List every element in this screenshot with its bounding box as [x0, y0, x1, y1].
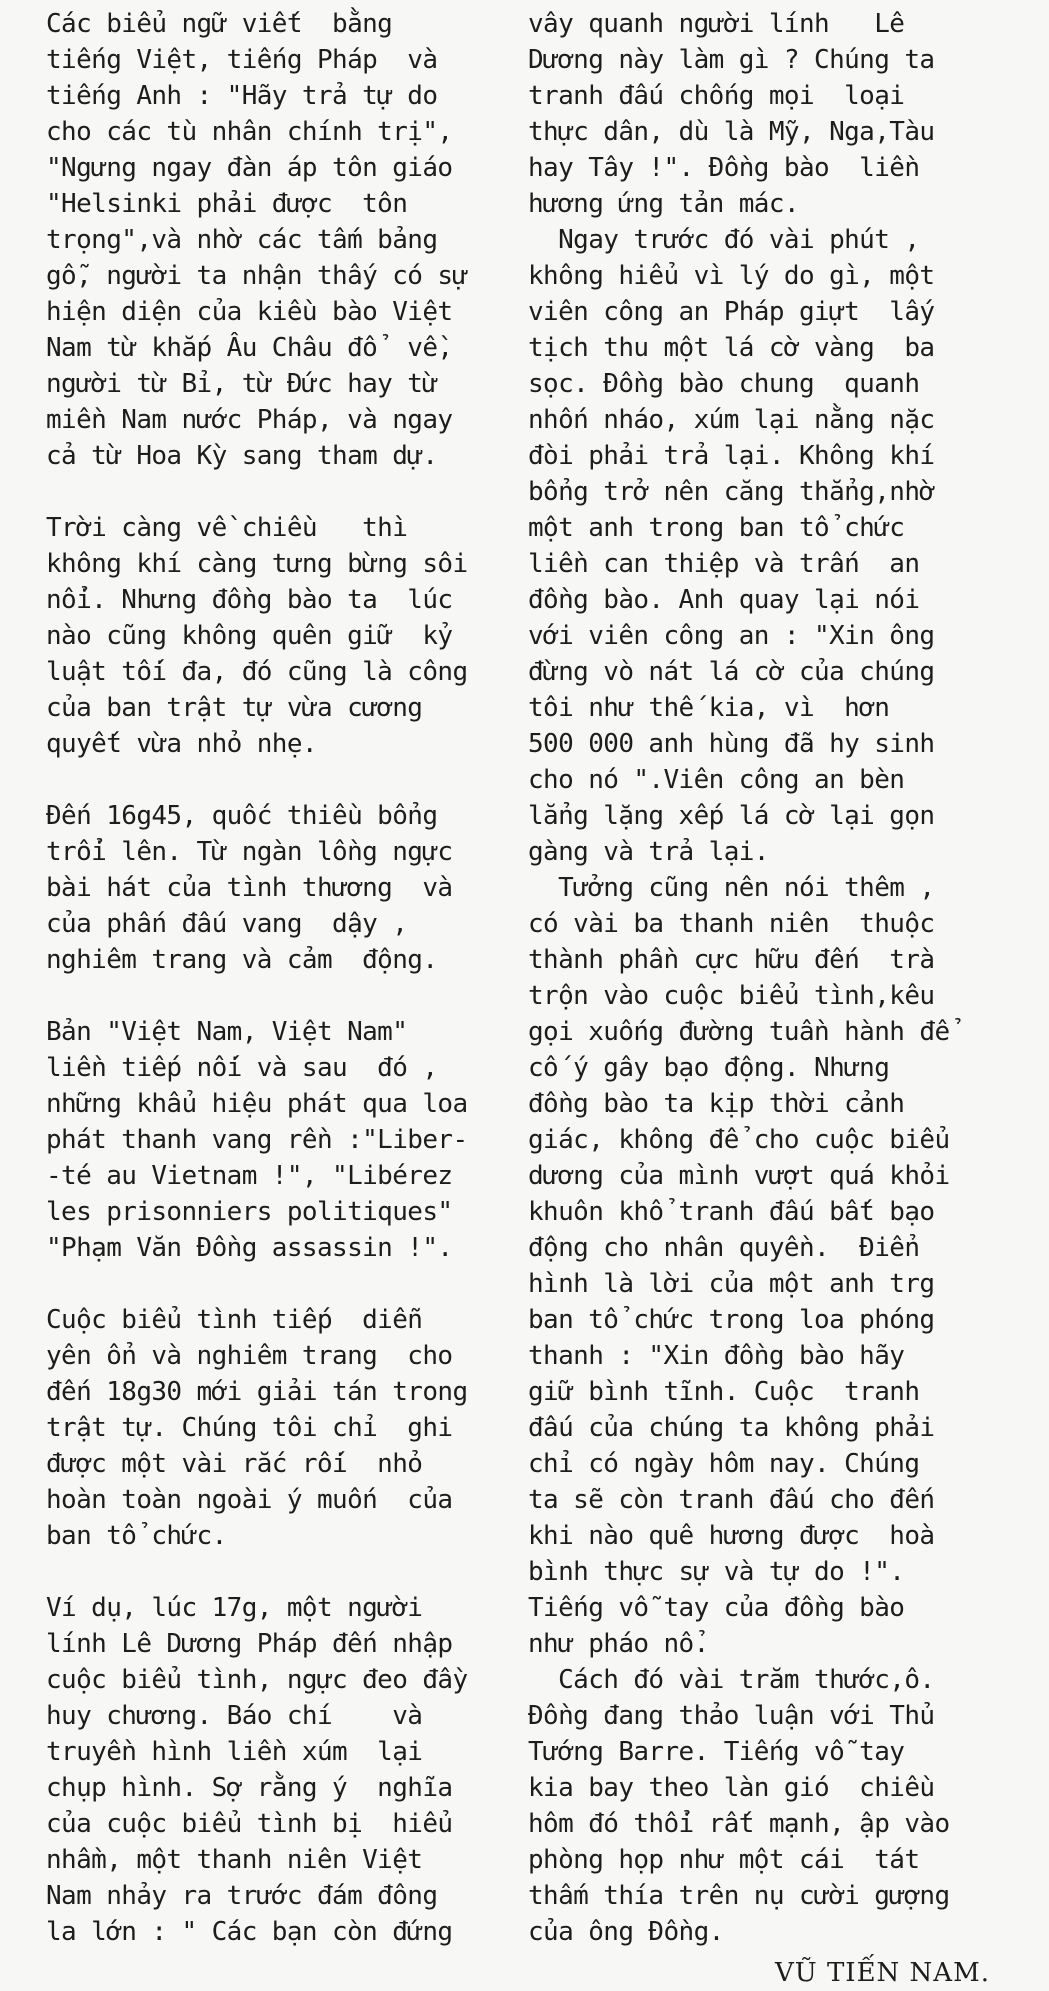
- text-line: như pháo nổ.: [528, 1629, 709, 1659]
- text-line: truyền hình liền xúm lại: [46, 1737, 423, 1767]
- text-line: nào cũng không quên giữ kỷ: [46, 621, 453, 651]
- text-line: của ông Đồng.: [528, 1917, 724, 1947]
- paragraph: [46, 510, 498, 762]
- text-line: nhốn nháo, xúm lại nằng nặc: [528, 405, 935, 435]
- text-line: trổi lên. Từ ngàn lồng ngực: [46, 837, 453, 867]
- text-line: lẳng lặng xếp lá cờ lại gọn: [528, 801, 935, 831]
- text-line: cho các tù nhân chính trị",: [46, 117, 453, 147]
- text-line: Bản "Việt Nam, Việt Nam": [46, 1017, 408, 1047]
- text-line: "Helsinki phải được tôn: [46, 189, 408, 219]
- text-line: thực dân, dù là Mỹ, Nga,Tàu: [528, 117, 935, 147]
- text-line: có vài ba thanh niên thuộc: [528, 909, 935, 939]
- text-line: luật tối đa, đó cũng là công: [46, 657, 468, 687]
- text-line: đòi phải trả lại. Không khí: [528, 441, 935, 471]
- text-line: thanh : "Xin đồng bào hãy: [528, 1341, 905, 1371]
- text-line: cuộc biểu tình, ngực đeo đầy: [46, 1665, 468, 1695]
- text-line: trọng",và nhờ các tấm bảng: [46, 225, 438, 255]
- text-line: cố ý gây bạo động. Nhưng: [528, 1053, 890, 1083]
- text-line: quyết vừa nhỏ nhẹ.: [46, 729, 317, 759]
- text-line: Nam nhảy ra trước đám đông: [46, 1881, 438, 1911]
- text-line: trật tự. Chúng tôi chỉ ghi: [46, 1413, 453, 1443]
- text-line: giác, không để cho cuộc biểu: [528, 1125, 950, 1155]
- text-line: liền can thiệp và trấn an: [528, 549, 920, 579]
- text-line: hôm đó thổi rất mạnh, ập vào: [528, 1809, 950, 1839]
- text-line: cho nó ".Viên công an bèn: [528, 765, 905, 795]
- text-line: Tưởng cũng nên nói thêm ,: [528, 873, 935, 903]
- text-line: tiếng Anh : "Hãy trả tự do: [46, 81, 438, 111]
- text-line: phòng họp như một cái tát: [528, 1845, 920, 1875]
- paragraph-gap: [46, 474, 498, 510]
- text-line: hay Tây !". Đồng bào liền: [528, 153, 920, 183]
- text-line: tiếng Việt, tiếng Pháp và: [46, 45, 438, 75]
- text-line: thấm thía trên nụ cười gượng: [528, 1881, 950, 1911]
- text-line: viên công an Pháp giựt lấy: [528, 297, 935, 327]
- text-line: "Phạm Văn Đồng assassin !".: [46, 1233, 453, 1263]
- text-line: lính Lê Dương Pháp đến nhập: [46, 1629, 453, 1659]
- text-line: ta sẽ còn tranh đấu cho đến: [528, 1485, 935, 1515]
- text-line: miền Nam nước Pháp, và ngay: [46, 405, 453, 435]
- text-line: Tướng Barre. Tiếng vỗ tay: [528, 1737, 905, 1767]
- text-line: Đồng đang thảo luận với Thủ: [528, 1701, 935, 1731]
- text-line: 500 000 anh hùng đã hy sinh: [528, 729, 935, 759]
- text-line: gỗ, người ta nhận thấy có sự: [46, 261, 468, 291]
- author-signature: VŨ TIẾN NAM.: [775, 1958, 990, 1988]
- text-line: yên ổn và nghiêm trang cho: [46, 1341, 453, 1371]
- text-line: Cách đó vài trăm thước,ô.: [528, 1665, 935, 1695]
- text-line: Cuộc biểu tình tiếp diễn: [46, 1305, 423, 1335]
- text-line: huy chương. Báo chí và: [46, 1701, 423, 1731]
- text-line: Các biểu ngữ viết bằng: [46, 9, 393, 39]
- paragraph: [46, 1014, 498, 1266]
- text-line: nổi. Nhưng đồng bào ta lúc: [46, 585, 453, 615]
- paragraph-gap: [46, 1266, 498, 1302]
- text-line: la lớn : " Các bạn còn đứng: [46, 1917, 453, 1947]
- text-line: nhầm, một thanh niên Việt: [46, 1845, 423, 1875]
- text-line: không khí càng tưng bừng sôi: [46, 549, 468, 579]
- text-line: Trời càng về chiều thì: [46, 513, 408, 543]
- text-line: đồng bào. Anh quay lại nói: [528, 585, 920, 615]
- paragraph-gap: [46, 762, 498, 798]
- text-line: động cho nhân quyền. Điển: [528, 1233, 920, 1263]
- text-line: cả từ Hoa Kỳ sang tham dự.: [46, 441, 438, 471]
- paragraph: [528, 222, 1013, 870]
- text-line: tịch thu một lá cờ vàng ba: [528, 333, 935, 363]
- paragraph: [528, 870, 1013, 1662]
- text-line: giữ bình tĩnh. Cuộc tranh: [528, 1377, 920, 1407]
- text-line: của phấn đấu vang dậy ,: [46, 909, 408, 939]
- paragraph: [46, 1590, 498, 1950]
- text-line: chụp hình. Sợ rằng ý nghĩa: [46, 1773, 453, 1803]
- text-line: kia bay theo làn gió chiều: [528, 1773, 935, 1803]
- text-line: chỉ có ngày hôm nay. Chúng: [528, 1449, 920, 1479]
- text-line: ban tổ chức.: [46, 1521, 227, 1551]
- text-line: Đến 16g45, quốc thiều bổng: [46, 801, 438, 831]
- text-line: vây quanh người lính Lê: [528, 9, 905, 39]
- text-line: les prisonniers politiques": [46, 1197, 453, 1227]
- paragraph: [46, 798, 498, 978]
- text-line: những khẩu hiệu phát qua loa: [46, 1089, 468, 1119]
- text-line: không hiểu vì lý do gì, một: [528, 261, 935, 291]
- text-line: ban tổ chức trong loa phóng: [528, 1305, 935, 1335]
- text-line: hình là lời của một anh trg: [528, 1269, 935, 1299]
- text-line: khuôn khổ tranh đấu bất bạo: [528, 1197, 935, 1227]
- paragraph: [528, 1662, 1013, 1950]
- text-line: bổng trở nên căng thẳng,nhờ: [528, 477, 935, 507]
- text-line: một anh trong ban tổ chức: [528, 513, 905, 543]
- paragraph-gap: [46, 1554, 498, 1590]
- text-line: Dương này làm gì ? Chúng ta: [528, 45, 935, 75]
- text-line: Nam từ khắp Âu Châu đổ về,: [46, 333, 453, 363]
- text-line: gọi xuống đường tuần hành để: [528, 1017, 950, 1047]
- text-line: hoàn toàn ngoài ý muốn của: [46, 1485, 453, 1515]
- paragraph: [528, 6, 1013, 222]
- left-column: [46, 6, 498, 1950]
- text-line: gàng và trả lại.: [528, 837, 769, 867]
- paragraph-gap: [46, 978, 498, 1014]
- text-line: sọc. Đồng bào chung quanh: [528, 369, 920, 399]
- text-line: đến 18g30 mới giải tán trong: [46, 1377, 468, 1407]
- text-line: đừng vò nát lá cờ của chúng: [528, 657, 935, 687]
- text-line: -té au Vietnam !", "Libérez: [46, 1161, 453, 1191]
- text-line: hiện diện của kiều bào Việt: [46, 297, 453, 327]
- text-line: trộn vào cuộc biểu tình,kêu: [528, 981, 935, 1011]
- text-line: tranh đấu chống mọi loại: [528, 81, 905, 111]
- paragraph: [46, 1302, 498, 1554]
- text-line: "Ngưng ngay đàn áp tôn giáo: [46, 153, 453, 183]
- text-line: tôi như thế kia, vì hơn: [528, 693, 890, 723]
- text-line: Ngay trước đó vài phút ,: [528, 225, 920, 255]
- text-line: dương của mình vượt quá khỏi: [528, 1161, 950, 1191]
- text-line: Ví dụ, lúc 17g, một người: [46, 1593, 423, 1623]
- text-line: được một vài rắc rối nhỏ: [46, 1449, 423, 1479]
- paragraph: [46, 6, 498, 474]
- text-line: hương ứng tản mác.: [528, 189, 799, 219]
- text-line: Tiếng vỗ tay của đồng bào: [528, 1593, 905, 1623]
- text-line: phát thanh vang rền :"Liber-: [46, 1125, 468, 1155]
- text-line: đấu của chúng ta không phải: [528, 1413, 935, 1443]
- text-line: liền tiếp nối và sau đó ,: [46, 1053, 438, 1083]
- text-line: bài hát của tình thương và: [46, 873, 453, 903]
- text-line: khi nào quê hương được hoà: [528, 1521, 935, 1551]
- text-line: nghiêm trang và cảm động.: [46, 945, 438, 975]
- text-line: của cuộc biểu tình bị hiểu: [46, 1809, 453, 1839]
- text-line: với viên công an : "Xin ông: [528, 621, 935, 651]
- text-line: thành phần cực hữu đến trà: [528, 945, 935, 975]
- text-line: người từ Bỉ, từ Đức hay từ: [46, 369, 438, 399]
- text-line: của ban trật tự vừa cương: [46, 693, 423, 723]
- text-line: bình thực sự và tự do !".: [528, 1557, 905, 1587]
- right-column: [528, 6, 1013, 1950]
- text-line: đồng bào ta kịp thời cảnh: [528, 1089, 905, 1119]
